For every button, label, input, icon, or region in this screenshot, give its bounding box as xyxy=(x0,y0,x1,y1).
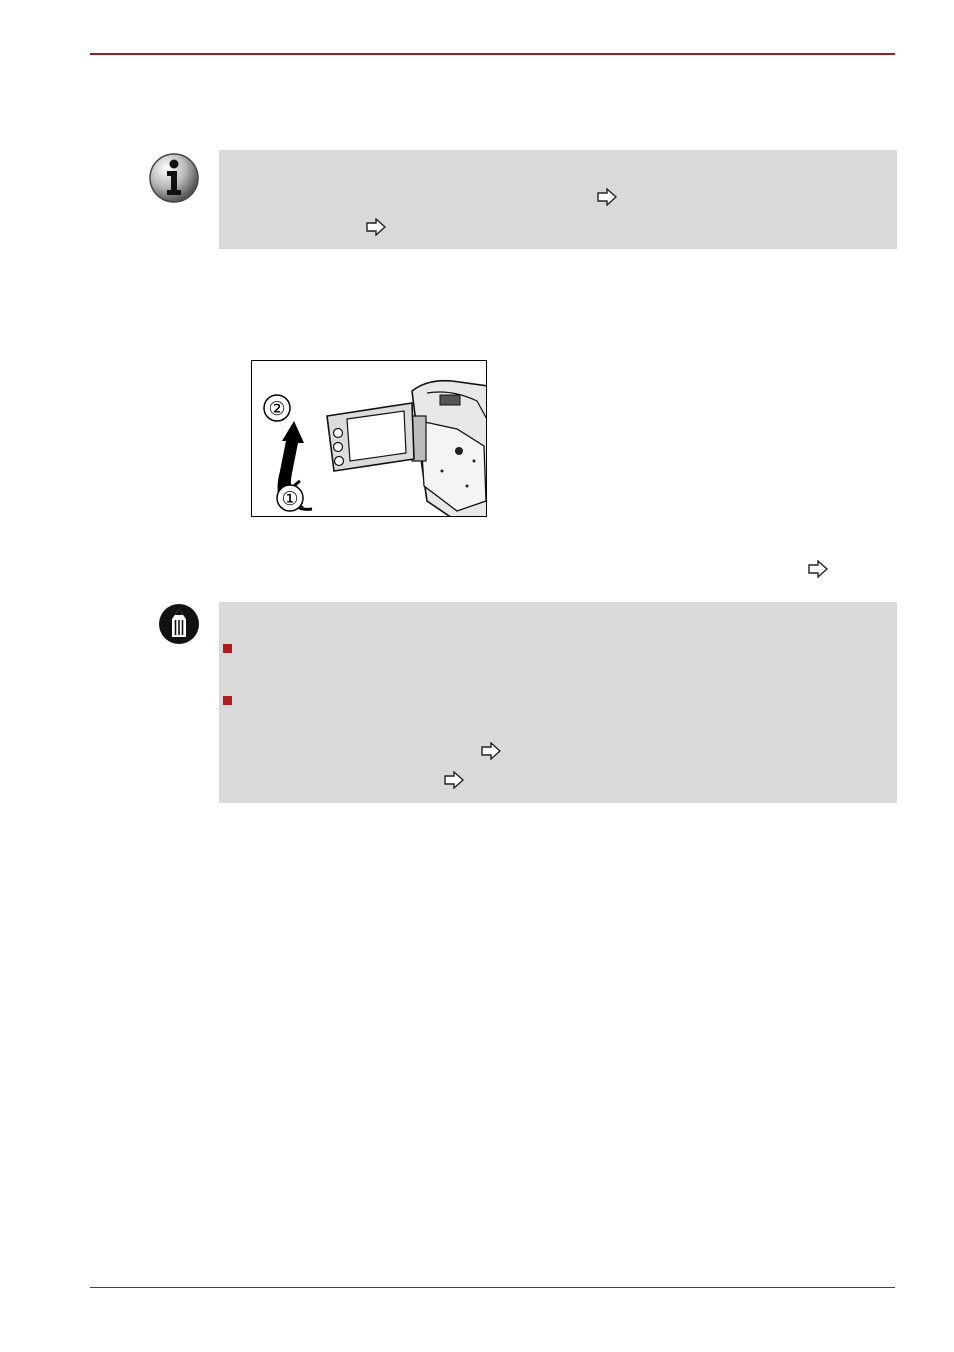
info-panel xyxy=(219,150,897,249)
header-rule xyxy=(90,53,895,55)
info-icon xyxy=(148,152,200,204)
pencil-note-icon xyxy=(158,603,200,645)
reference-arrow-icon[interactable] xyxy=(808,560,828,578)
step-marker-1: ① xyxy=(281,489,299,510)
bullet-marker xyxy=(223,696,232,705)
reference-arrow-icon[interactable] xyxy=(481,742,501,760)
reference-arrow-icon[interactable] xyxy=(444,771,464,789)
step-marker-2: ② xyxy=(268,399,286,420)
camcorder-lcd-open-illustration xyxy=(251,360,487,517)
reference-arrow-icon[interactable] xyxy=(597,188,617,206)
bullet-marker xyxy=(223,644,232,653)
reference-arrow-icon[interactable] xyxy=(366,218,386,236)
footer-rule xyxy=(90,1287,895,1288)
note-panel xyxy=(219,602,897,803)
